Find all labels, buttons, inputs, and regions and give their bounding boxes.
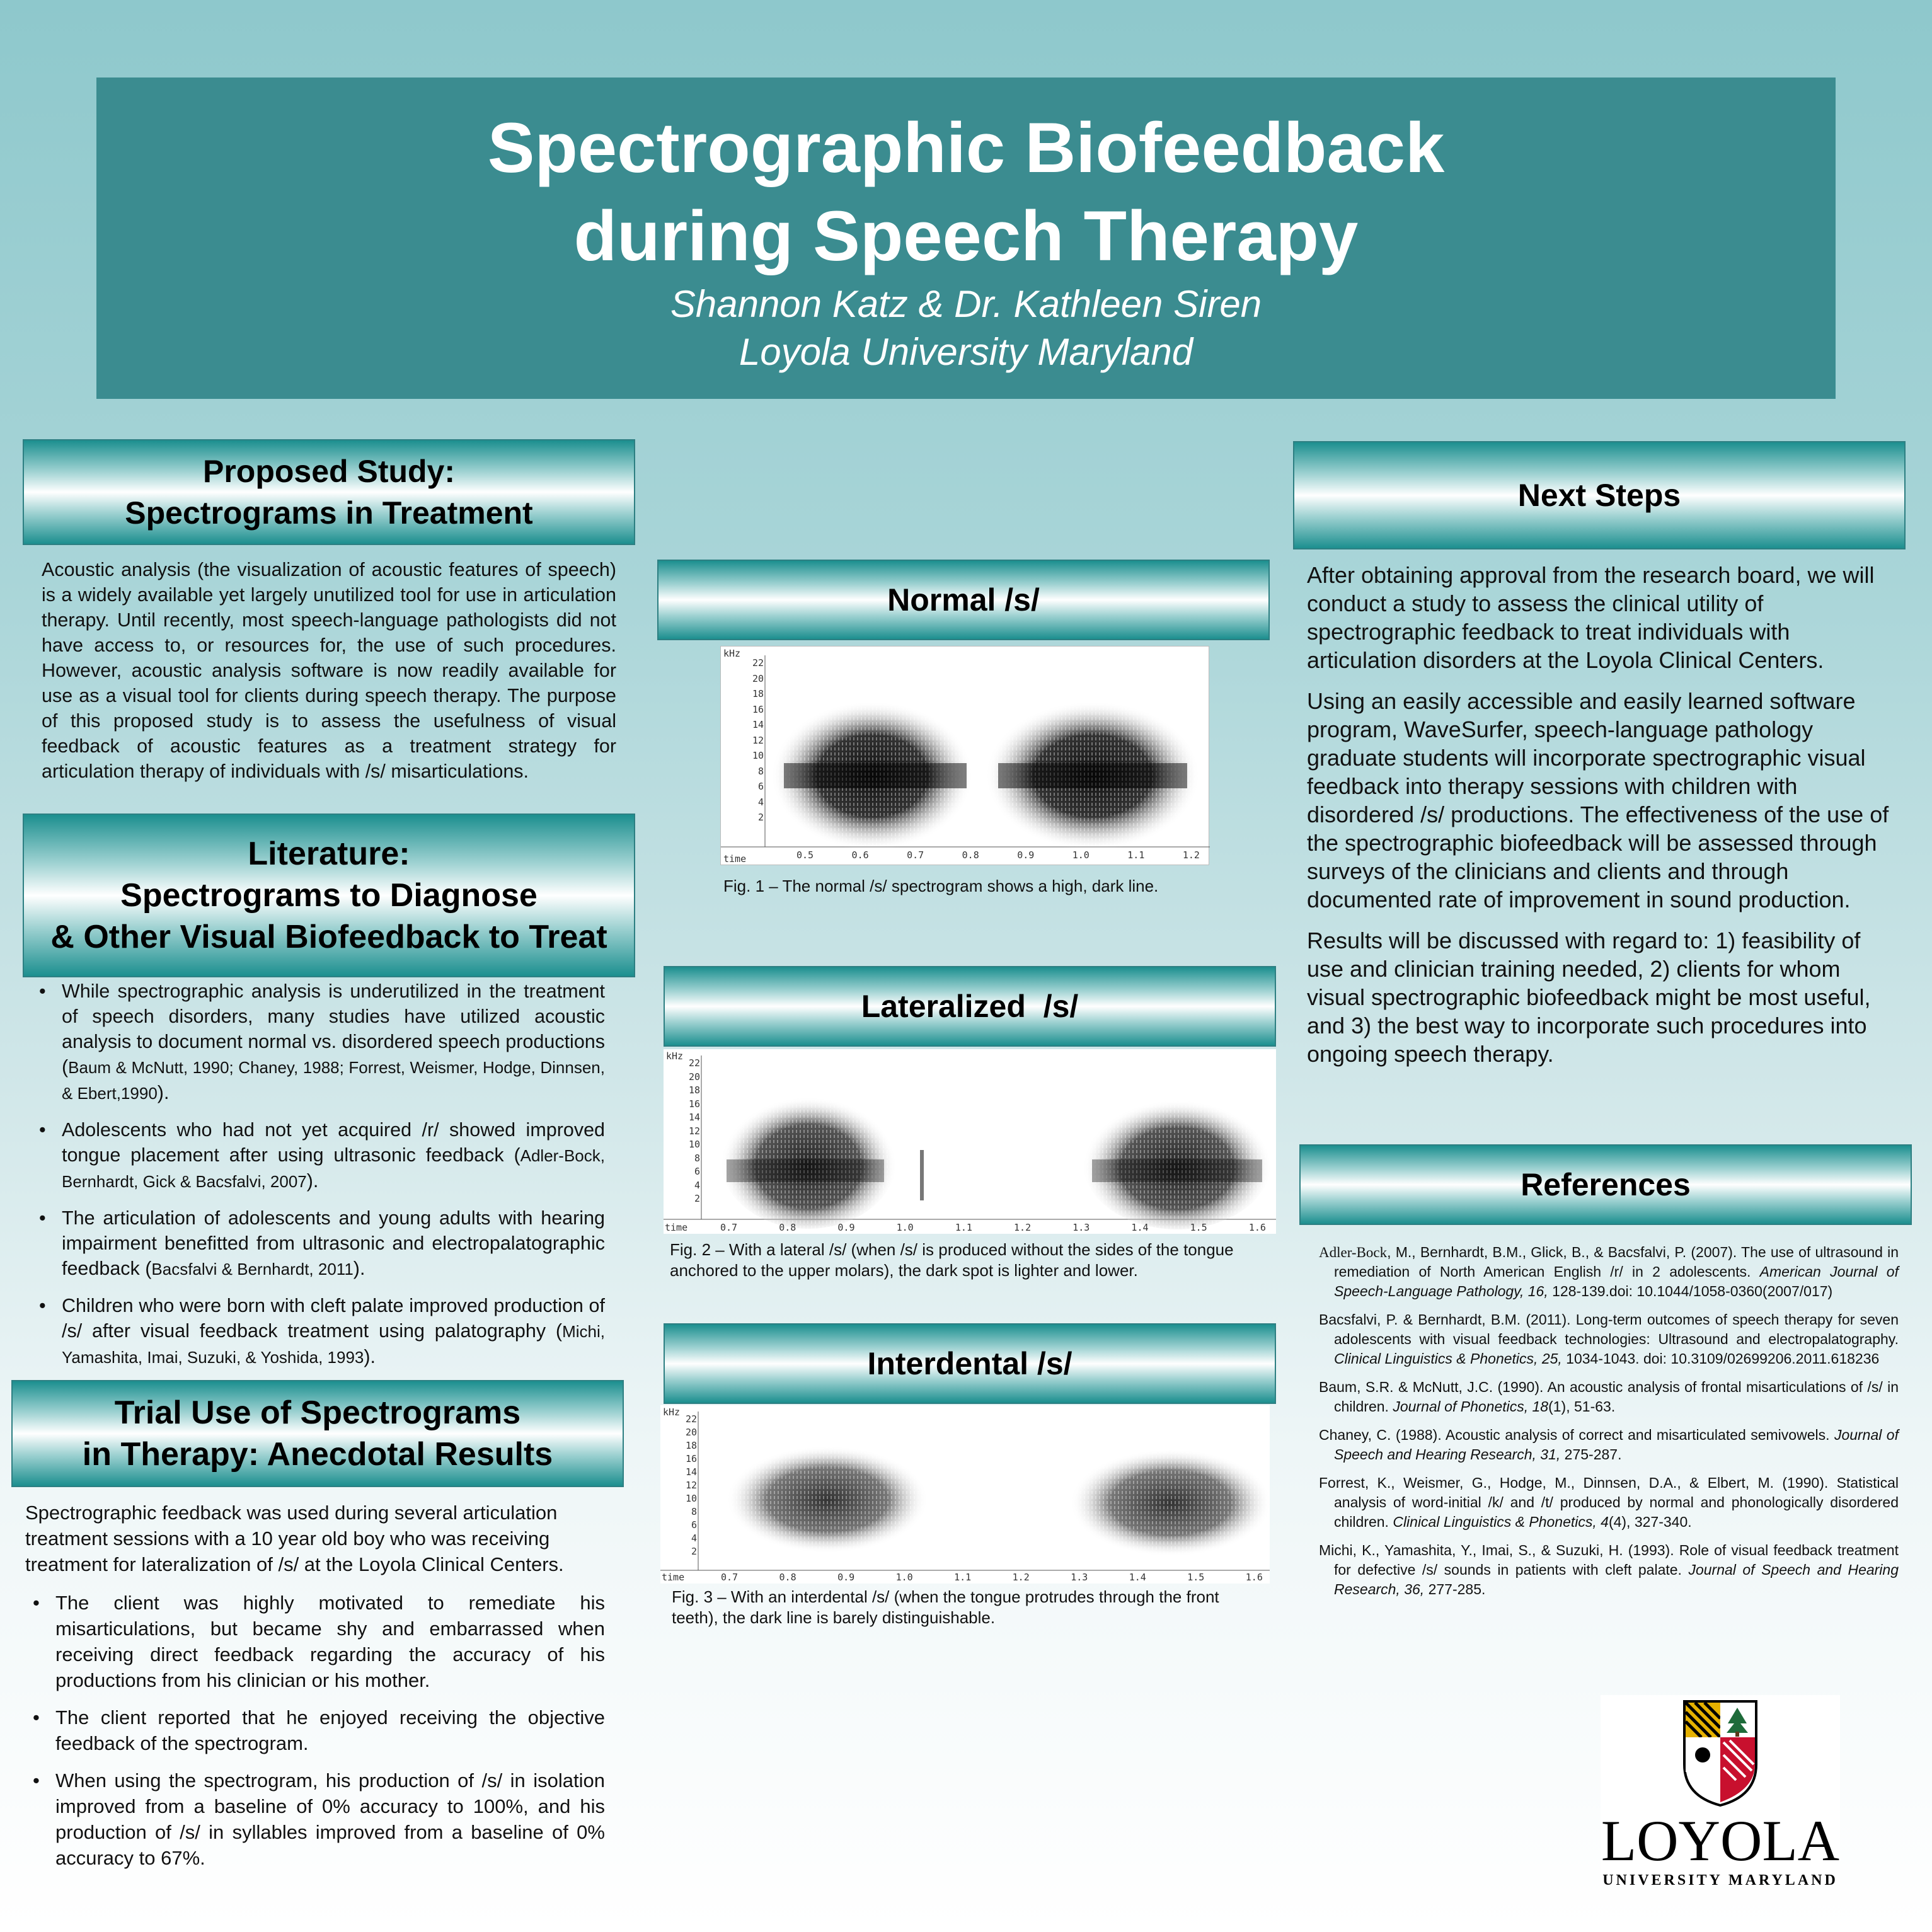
next-steps-heading: Next Steps [1293, 441, 1906, 549]
reference-item: Chaney, C. (1988). Acoustic analysis of correct and misarticulated semivowels. Journal of Speech and Hearing Research, 31, 275-287. [1319, 1427, 1899, 1463]
trial-heading [11, 1380, 624, 1487]
literature-item: • Children who were born with cleft palate improved production of /s/ after visual feedback treatment using palatography (Michi, Yamashita, Imai, Suzuki, & Yoshida, 1993). [32, 1293, 605, 1370]
logo-tagline: UNIVERSITY MARYLAND [1602, 1872, 1838, 1889]
y-unit-label: kHz [666, 1050, 684, 1062]
trial-item: • When using the spectrogram, his production of /s/ in isolation improved from a baseline of 0% accuracy to 100%, and his production of /s/ in syllables improved from a baseline of 0% accuracy to 67%. [25, 1768, 605, 1871]
literature-list-wrap [32, 979, 605, 1381]
proposed-heading-line1: Proposed Study: [202, 454, 456, 489]
loyola-shield-icon [1601, 1695, 1840, 1808]
x-ticks: 0.7 0.8 0.9 1.0 1.1 1.2 1.3 1.4 1.5 1.6 [721, 1572, 1263, 1583]
x-ticks: 0.7 0.8 0.9 1.0 1.1 1.2 1.3 1.4 1.5 1.6 [720, 1222, 1266, 1233]
trial-list [25, 1590, 605, 1871]
spectrogram-interdental-svg [660, 1405, 1270, 1584]
literature-heading-line2: Spectrograms to Diagnose [120, 877, 538, 914]
reference-item: Bacsfalvi, P. & Bernhardt, B.M. (2011). Long-term outcomes of speech therapy for seven adolescents with visual feedback technologies: Ultrasound and electropalatography. Clinical Linguistics & Phonetics, 25, 1034-1043. doi: 10.3109/02699206.2011.618236 [1319, 1311, 1899, 1367]
next-steps-paragraph: After obtaining approval from the research board, we will conduct a study to assess the clinical utility of spectrographic feedback to treat individuals with articulation disorders at the Loyola Clinical Centers. [1307, 562, 1875, 673]
literature-heading-line3: & Other Visual Biofeedback to Treat [50, 919, 607, 955]
fig3-caption: Fig. 3 – With an interdental /s/ (when the tongue protrudes through the front teeth), the dark line is barely distinguishable. [672, 1587, 1219, 1627]
y-ticks: 22 20 18 16 14 12 10 8 6 4 2 [685, 1413, 697, 1557]
poster-title-line2: during Speech Therapy [573, 197, 1359, 275]
trial-item: • The client reported that he enjoyed receiving the objective feedback of the spectrogram. [25, 1705, 605, 1756]
logo-wordmark: LOYOLA [1601, 1808, 1840, 1873]
y-unit-label: kHz [663, 1406, 681, 1418]
trial-heading-line2: in Therapy: Anecdotal Results [82, 1436, 553, 1473]
spectrogram-normal-svg [721, 647, 1210, 866]
literature-item: • The articulation of adolescents and young adults with hearing impairment benefitted from ultrasonic and electropalatographic feedback (Bacsfalvi & Bernhardt, 2011). [32, 1205, 605, 1282]
proposed-study-heading [23, 439, 635, 545]
fig2-caption: Fig. 2 – With a lateral /s/ (when /s/ is produced without the sides of the tongue anchored to the upper molars), the dark spot is lighter and lower. [670, 1240, 1234, 1280]
x-ticks: 0.5 0.6 0.7 0.8 0.9 1.0 1.1 1.2 [796, 849, 1200, 861]
proposed-heading-line2: Spectrograms in Treatment [125, 495, 533, 531]
spectrogram-interdental [660, 1405, 1270, 1584]
proposed-study-text: Acoustic analysis (the visualization of acoustic features of speech) is a widely available yet largely unutilized tool for use in articulation therapy. Until recently, most speech-language pathologists did not have access to, or resources for, the use of such procedures. However, acoustic analysis software is now readily available for use as a visual tool for clients during speech therapy. The purpose of this proposed study is to assess the usefulness of visual feedback of acoustic features as a treatment strategy for articulation therapy of individuals with /s/ misarticulations. [42, 559, 616, 782]
references-heading: References [1299, 1144, 1912, 1225]
reference-item: Adler-Bock, M., Bernhardt, B.M., Glick, B., & Bacsfalvi, P. (2007). The use of ultrasound in remediation of North American English /r/ in 2 adolescents. American Journal of Speech-Language Pathology, 16, 128-139.doi: 10.1044/1058-0360(2007/017) [1319, 1244, 1899, 1299]
title-banner [96, 78, 1836, 399]
next-steps-paragraph: Using an easily accessible and easily learned software program, WaveSurfer, speech-language pathology graduate students will incorporate spectrographic visual feedback into therapy sessions with children with disordered /s/ productions. The effectiveness of the use of the spectrographic biofeedback will be assessed through surveys of the clinicians and clients and through documented rate of improvement in sound production. [1307, 688, 1889, 912]
literature-item: • Adolescents who had not yet acquired /r/ showed improved tongue placement after using ultrasonic feedback (Adler-Bock, Bernhardt, Gick & Bacsfalvi, 2007). [32, 1117, 605, 1194]
normal-s-heading: Normal /s/ [657, 560, 1270, 640]
fig1-caption: Fig. 1 – The normal /s/ spectrogram shows a high, dark line. [723, 877, 1159, 895]
poster-title-line1: Spectrographic Biofeedback [487, 108, 1445, 187]
trial-heading-line1: Trial Use of Spectrograms [114, 1394, 521, 1431]
x-axis-label: time [723, 853, 747, 865]
next-steps-text [1307, 561, 1899, 1081]
trial-body [25, 1500, 605, 1882]
y-ticks: 22 20 18 16 14 12 10 8 6 4 2 [752, 657, 764, 823]
lateralized-s-heading: Lateralized /s/ [664, 966, 1276, 1047]
spectrogram-normal [720, 646, 1209, 865]
poster-authors: Shannon Katz & Dr. Kathleen Siren [670, 283, 1262, 325]
next-steps-paragraph: Results will be discussed with regard to: 1) feasibility of use and clinician training needed, 2) clients for whom visual spectrographic biofeedback might be most useful, and 3) the best way to incorporate such procedures into ongoing speech therapy. [1307, 928, 1871, 1067]
references-list [1319, 1243, 1899, 1608]
spectrogram-lateral-svg [664, 1049, 1276, 1234]
reference-item: Baum, S.R. & McNutt, J.C. (1990). An acoustic analysis of frontal misarticulations of /s/ in children. Journal of Phonetics, 18(1), 51-63. [1319, 1379, 1899, 1415]
x-axis-label: time [665, 1222, 688, 1233]
y-ticks: 22 20 18 16 14 12 10 8 6 4 2 [688, 1057, 700, 1204]
poster-institution: Loyola University Maryland [739, 331, 1193, 373]
trial-intro: Spectrographic feedback was used during several articulation treatment sessions with a 10 year old boy who was receiving treatment for lateralization of /s/ at the Loyola Clinical Centers. [25, 1502, 564, 1575]
trial-item: • The client was highly motivated to remediate his misarticulations, but became shy and embarrassed when receiving direct feedback regarding the accuracy of his productions from his clinician or his mother. [25, 1590, 605, 1693]
reference-item: Michi, K., Yamashita, Y., Imai, S., & Suzuki, H. (1993). Role of visual feedback treatment for defective /s/ sounds in patients with cleft palate. Journal of Speech and Hearing Research, 36, 277-285. [1319, 1542, 1899, 1597]
reference-item: Forrest, K., Weismer, G., Hodge, M., Dinnsen, D.A., & Elbert, M. (1990). Statistical analysis of word-initial /k/ and /t/ produced by normal and phonologically disordered children. Clinical Linguistics & Phonetics, 4(4), 327-340. [1319, 1475, 1899, 1530]
literature-list [32, 979, 605, 1370]
literature-heading-line1: Literature: [248, 836, 410, 872]
x-axis-label: time [662, 1572, 685, 1583]
interdental-s-heading: Interdental /s/ [664, 1323, 1276, 1404]
y-unit-label: kHz [723, 648, 741, 659]
literature-item: • While spectrographic analysis is underutilized in the treatment of speech disorders, many studies have utilized acoustic analysis to document normal vs. disordered speech productions (Baum & McNutt, 1990; Chaney, 1988; Forrest, Weismer, Hodge, Dinnsen, & Ebert,1990). [32, 979, 605, 1106]
spectrogram-lateral [664, 1049, 1276, 1234]
loyola-logo [1601, 1695, 1840, 1889]
literature-heading [23, 814, 635, 977]
